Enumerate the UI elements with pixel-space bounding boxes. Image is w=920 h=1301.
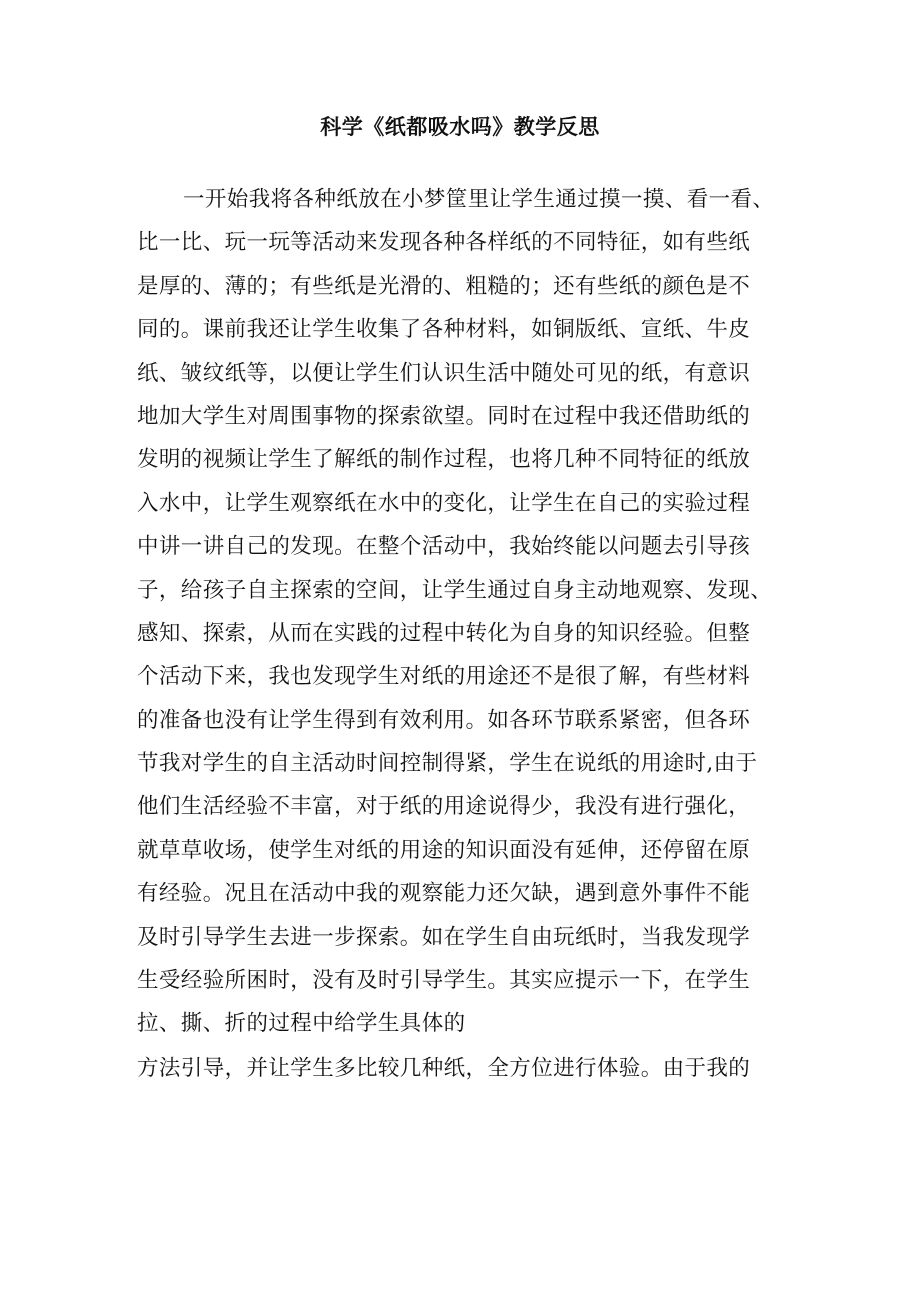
paragraph-line: 地加大学生对周围事物的探索欲望。同时在过程中我还借助纸的 bbox=[137, 403, 751, 429]
paragraph-line: 发明的视频让学生了解纸的制作过程，也将几种不同特征的纸放 bbox=[137, 447, 751, 473]
paragraph-line: 方法引导，并让学生多比较几种纸，全方位进行体验。由于我的 bbox=[137, 1055, 751, 1081]
paragraph-line: 及时引导学生去进一步探索。如在学生自由玩纸时，当我发现学 bbox=[137, 924, 751, 950]
paragraph-line: 比一比、玩一玩等活动来发现各种各样纸的不同特征，如有些纸 bbox=[137, 230, 751, 256]
paragraph-line: 拉、撕、折的过程中给学生具体的 bbox=[137, 1011, 466, 1037]
paragraph-line: 子，给孩子自主探索的空间，让学生通过自身主动地观察、发现、 bbox=[137, 577, 773, 603]
paragraph-line: 他们生活经验不丰富，对于纸的用途说得少，我没有进行强化， bbox=[137, 794, 751, 820]
paragraph-line: 生受经验所困时，没有及时引导学生。其实应提示一下，在学生 bbox=[137, 968, 751, 994]
paragraph-line: 纸、皱纹纸等，以便让学生们认识生活中随处可见的纸，有意识 bbox=[137, 360, 751, 386]
paragraph-line: 节我对学生的自主活动时间控制得紧，学生在说纸的用途时,由于 bbox=[137, 751, 758, 777]
paragraph-line: 入水中，让学生观察纸在水中的变化，让学生在自己的实验过程 bbox=[137, 490, 751, 516]
paragraph-line: 的准备也没有让学生得到有效利用。如各环节联系紧密，但各环 bbox=[137, 707, 751, 733]
paragraph-line: 有经验。况且在活动中我的观察能力还欠缺，遇到意外事件不能 bbox=[137, 881, 751, 907]
paragraph-line: 一开始我将各种纸放在小梦筐里让学生通过摸一摸、看一看、 bbox=[183, 187, 775, 212]
paragraph-line: 感知、探索，从而在实践的过程中转化为自身的知识经验。但整 bbox=[137, 620, 751, 646]
paragraph-line: 中讲一讲自己的发现。在整个活动中，我始终能以问题去引导孩 bbox=[137, 534, 751, 560]
paragraph-line: 个活动下来，我也发现学生对纸的用途还不是很了解，有些材料 bbox=[137, 664, 751, 690]
document-title: 科学《纸都吸水吗》教学反思 bbox=[320, 114, 600, 139]
paragraph-line: 就草草收场，使学生对纸的用途的知识面没有延伸，还停留在原 bbox=[137, 837, 751, 863]
paragraph-line: 同的。课前我还让学生收集了各种材料，如铜版纸、宣纸、牛皮 bbox=[137, 317, 751, 343]
paragraph-line: 是厚的、薄的；有些纸是光滑的、粗糙的；还有些纸的颜色是不 bbox=[137, 273, 751, 299]
document-body bbox=[137, 183, 797, 1095]
